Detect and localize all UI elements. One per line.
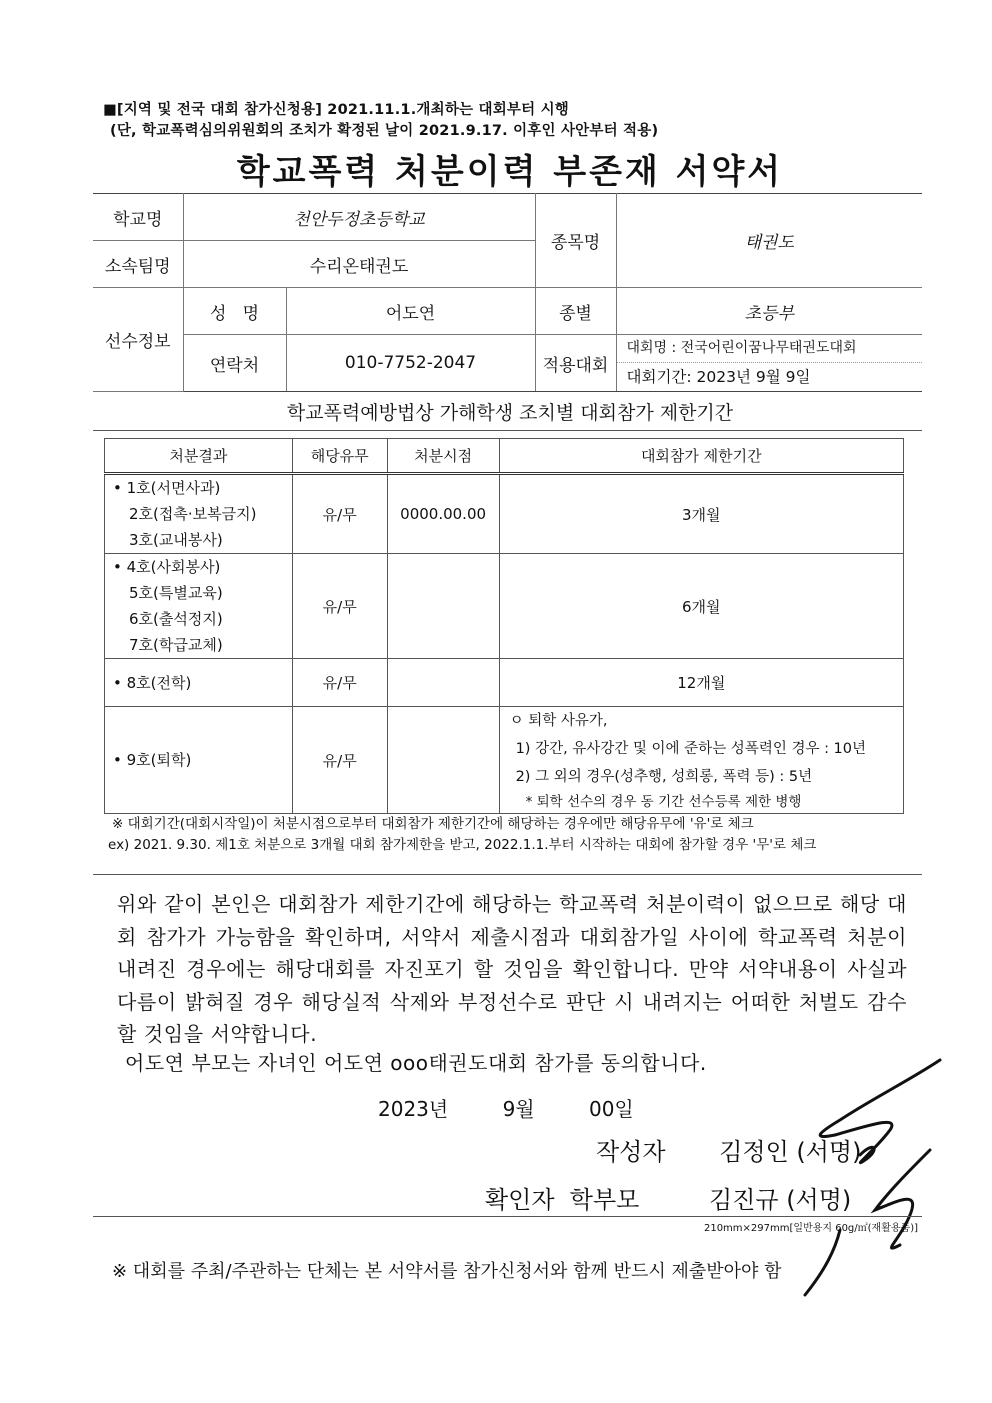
applicable-cell: 유/무 [292,659,387,707]
date-cell [387,659,499,707]
period-cell: 6개월 [499,554,903,659]
limits-subtitle: 학교폭력예방법상 가해학생 조치별 대회참가 제한기간 [286,402,734,424]
header-period: 대회참가 제한기간 [499,439,903,474]
divider [93,874,922,875]
school-value: 천안두정초등학교 [183,194,535,241]
header-date: 처분시점 [387,439,499,474]
pledge-paragraph: 위와 같이 본인은 대회참가 제한기간에 해당하는 학교폭력 처분이력이 없으므로 해당 대회 참가가 가능함을 확인하며, 서약서 제출시점과 대회참가일 사이에 학교폭력 처분이 내려진 경우에는 해당대회를 자진포기 할 것임을 확인합니다. 만약 서약내용이 사실과 다름이 밝혀질 경우 해당실적 삭제와 부정선수로 판단 시 내려지는 어떠한 처벌도 감수할 것임을 서약합니다. [117,892,907,1046]
result-item: • 4호(사회봉사) [113,558,221,576]
name-label: 성 명 [183,288,286,335]
result-list [105,659,293,707]
table-row [105,707,904,814]
competition-label: 적용대회 [535,335,616,392]
date-cell [387,707,499,814]
result-item: • 1호(서면사과) [113,479,221,497]
footnote-2: ex) 2021. 9.30. 제1호 처분으로 3개월 대회 참가제한을 받고, 2022.1.1.부터 시작하는 대회에 참가할 경우 '무'로 체크 [108,837,817,853]
result-list [105,554,293,659]
result-item: 3호(교내봉사) [129,531,223,549]
document-title: 학교폭력 처분이력 부존재 서약서 [236,152,784,192]
team-value: 수리온태권도 [183,241,535,288]
period-cell: 12개월 [499,659,903,707]
contact-value: 010-7752-2047 [286,335,535,392]
date-month: 9월 [502,1097,535,1121]
result-item: 5호(특별교육) [129,584,223,602]
table-row [105,554,904,659]
period-line: 1) 강간, 유사강간 및 이에 준하는 성폭력인 경우 : 10년 [515,741,867,757]
applicable-cell: 유/무 [292,554,387,659]
table-row [105,659,904,707]
signing-date [378,1093,634,1122]
period-line: * 퇴학 선수의 경우 동 기간 선수등록 제한 병행 [525,794,802,810]
header-result: 처분결과 [105,439,293,474]
period-cell [499,707,903,814]
applicable-cell: 유/무 [292,474,387,554]
result-item: 6호(출석정지) [129,610,223,628]
footnote-1: ※ 대회기간(대회시작일)이 처분시점으로부터 대회참가 제한기간에 해당하는 경우에만 해당유무에 '유'로 체크 [112,816,754,832]
notice-line-2: (단, 학교폭력심의위원회의 조치가 확정된 날이 2021.9.17. 이후인 사안부터 적용) [110,123,659,139]
period-line: 2) 그 외의 경우(성추행, 성희롱, 폭력 등) : 5년 [515,769,813,785]
parent-consent: 어도연 부모는 자녀인 어도연 ooo태권도대회 참가를 동의합니다. [125,1051,707,1075]
date-day: 00일 [588,1097,634,1121]
applicant-info-table [93,193,922,392]
period-cell: 3개월 [499,474,903,554]
school-label: 학교명 [93,194,183,241]
divider [93,430,922,431]
limits-table [104,438,904,814]
handwritten-signature [780,1040,970,1310]
team-label: 소속팀명 [93,241,183,288]
sport-label: 종목명 [535,194,616,288]
competition-name: 대회명 : 전국어린이꿈나무태권도대회 [617,335,923,363]
table-row [105,474,904,554]
confirmer-label: 확인자 학부모 [485,1186,640,1214]
header-applicable: 해당유무 [292,439,387,474]
result-list [105,474,293,554]
notice-line-1: ■[지역 및 전국 대회 참가신청용] 2021.11.1.개최하는 대회부터 시행 [103,102,569,118]
result-item: 7호(학급교체) [129,636,223,654]
date-cell [387,554,499,659]
competition-period: 대회기간: 2023년 9월 9일 [626,368,811,386]
name-value: 어도연 [286,288,535,335]
applicable-cell: 유/무 [292,707,387,814]
competition-details [616,335,922,392]
result-list [105,707,293,814]
division-label: 종별 [535,288,616,335]
date-cell: 0000.00.00 [387,474,499,554]
confirmer-name: 김진규 (서명) [709,1186,852,1214]
result-item: • 8호(전학) [113,673,192,692]
bottom-note: ※ 대회를 주최/주관하는 단체는 본 서약서를 참가신청서와 함께 반드시 제출받아야 함 [112,1261,782,1282]
result-item: 2호(접촉·보복금지) [129,505,257,523]
paper-spec: 210mm×297mm[일반용지 60g/㎡(재활용품)] [703,1223,918,1234]
result-item: • 9호(퇴학) [113,751,192,769]
sport-value: 태권도 [616,194,922,288]
writer-name: 김정인 (서명) [719,1138,862,1166]
writer-label: 작성자 [596,1138,666,1166]
period-line: ㅇ 퇴학 사유가, [509,713,608,729]
player-info-label: 선수정보 [93,288,183,392]
division-value: 초등부 [616,288,922,335]
contact-label: 연락처 [183,335,286,392]
date-year: 2023년 [378,1097,449,1121]
divider [93,1216,922,1217]
